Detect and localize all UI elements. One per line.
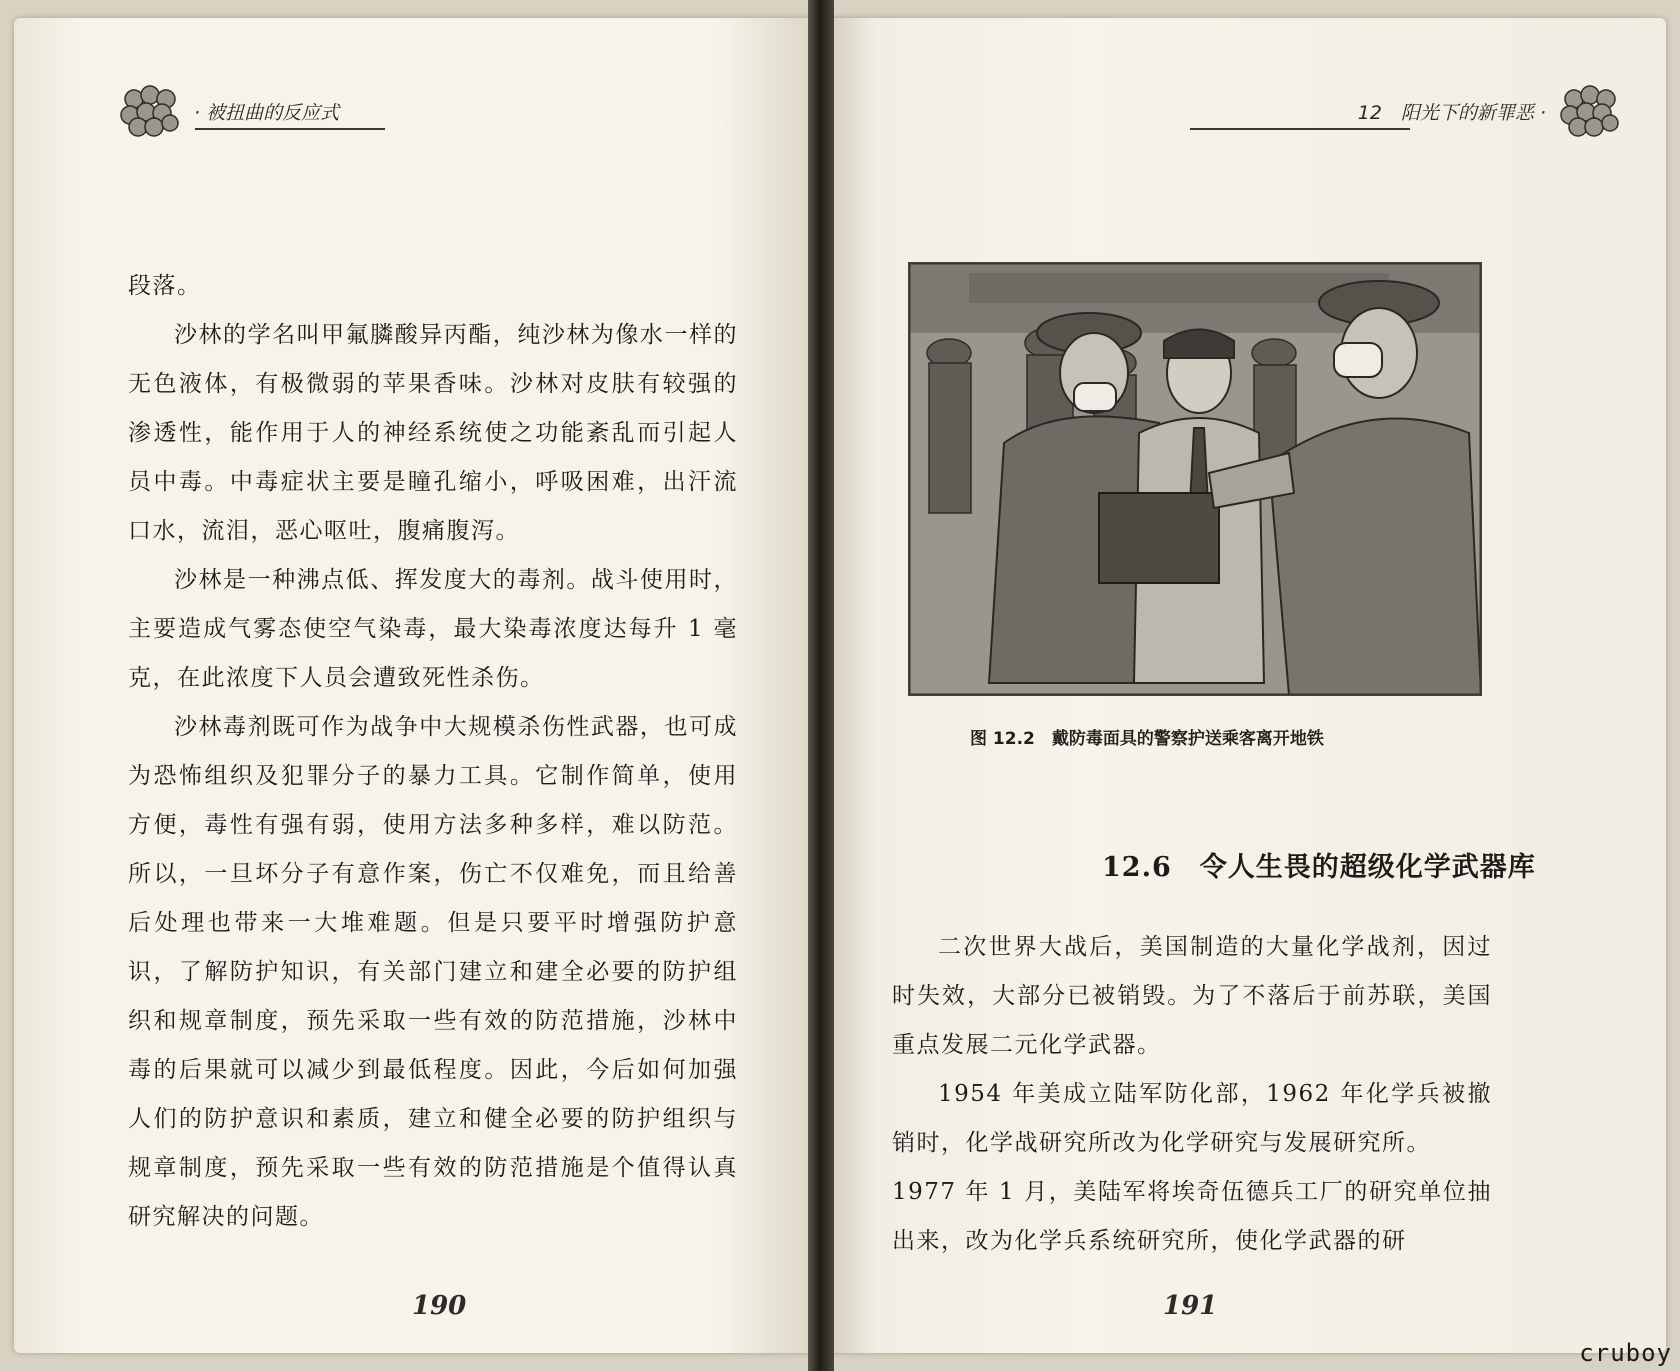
paragraph: 二次世界大战后，美国制造的大量化学战剂，因过时失效，大部分已被销毁。为了不落后于前苏联，美国重点发展二元化学武器。 xyxy=(892,934,1492,1058)
figure-caption: 图 12.2 戴防毒面具的警察护送乘客离开地铁 xyxy=(970,729,1324,749)
page-number: 190 xyxy=(412,1291,467,1321)
figure-illustration xyxy=(908,262,1482,696)
book-gutter xyxy=(808,0,834,1371)
running-header: 12 阳光下的新罪恶 · xyxy=(1357,101,1546,124)
header-rule xyxy=(195,128,385,130)
paragraph: 1954 年美成立陆军防化部，1962 年化学兵被撤销时，化学战研究所改为化学研究与发展研究所。 xyxy=(892,1081,1492,1156)
page-number: 191 xyxy=(1163,1291,1218,1321)
paragraph: 沙林是一种沸点低、挥发度大的毒剂。战斗使用时，主要造成气雾态使空气染毒，最大染毒浓度达每升 1 毫克，在此浓度下人员会遭致死性杀伤。 xyxy=(128,567,738,691)
running-header: · 被扭曲的反应式 xyxy=(194,101,340,124)
paragraph: 1977 年 1 月，美陆军将埃奇伍德兵工厂的研究单位抽出来，改为化学兵系统研究所，使化学武器的研 xyxy=(892,1179,1492,1254)
paragraph: 段落。 xyxy=(128,273,202,299)
section-title: 12.6 令人生畏的超级化学武器库 xyxy=(1102,852,1536,883)
paragraph: 沙林的学名叫甲氟膦酸异丙酯，纯沙林为像水一样的无色液体，有极微弱的苹果香味。沙林对皮肤有较强的渗透性，能作用于人的神经系统使之功能紊乱而引起人员中毒。中毒症状主要是瞳孔缩小，呼吸困难，出汗流口水，流泪，恶心呕吐，腹痛腹泻。 xyxy=(128,322,738,544)
molecule-icon xyxy=(120,85,180,137)
watermark: cruboy xyxy=(1579,1339,1672,1367)
molecule-icon xyxy=(1560,85,1620,137)
police-escort-illustration xyxy=(909,263,1481,695)
paragraph: 沙林毒剂既可作为战争中大规模杀伤性武器，也可成为恐怖组织及犯罪分子的暴力工具。它制作简单，使用方便，毒性有强有弱，使用方法多种多样，难以防范。所以，一旦坏分子有意作案，伤亡不仅难免，而且给善后处理也带来一大堆难题。但是只要平时增强防护意识，了解防护知识，有关部门建立和建全必要的防护组织和规章制度，预先采取一些有效的防范措施，沙林中毒的后果就可以减少到最低程度。因此，今后如何加强人们的防护意识和素质，建立和健全必要的防护组织与规章制度，预先采取一些有效的防范措施是个值得认真研究解决的问题。 xyxy=(128,714,738,1230)
left-body-text xyxy=(128,262,738,1242)
header-rule xyxy=(1190,128,1410,130)
right-body-text xyxy=(892,923,1492,1266)
